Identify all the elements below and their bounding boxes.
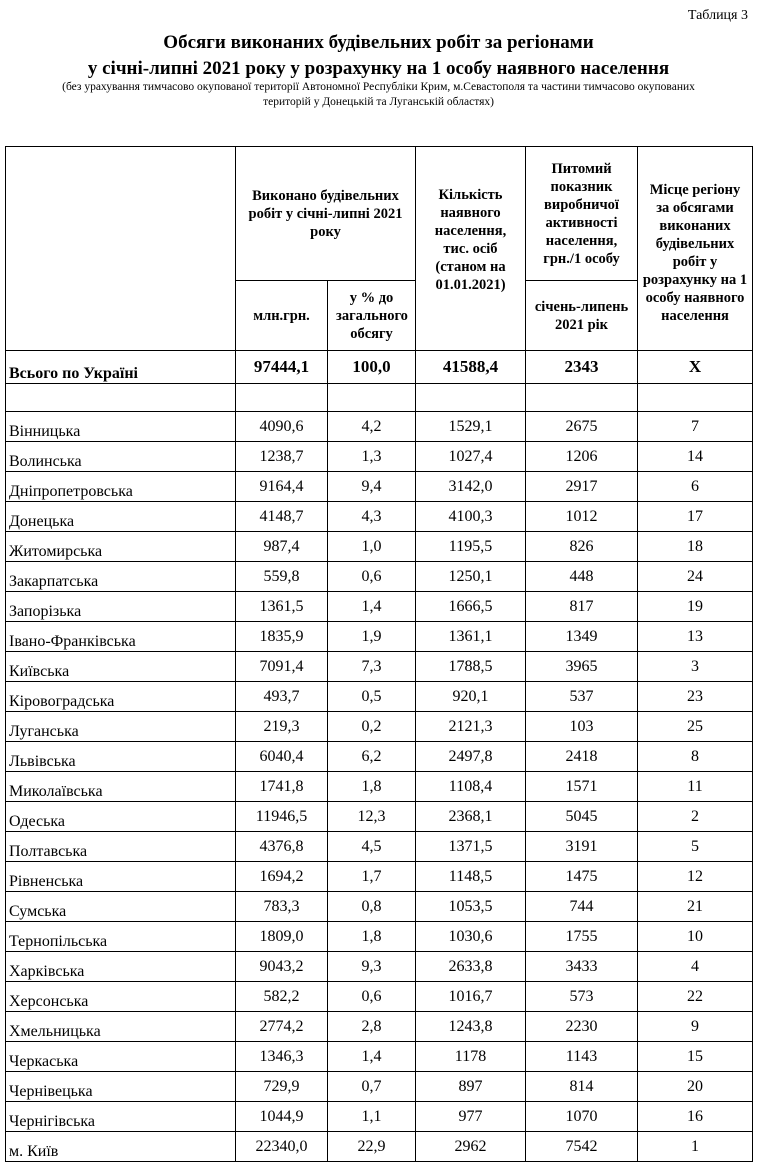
- mln-cell: 1044,9: [236, 1102, 328, 1132]
- table-row: [6, 1072, 753, 1102]
- rank-cell: 20: [638, 1072, 753, 1102]
- specific-cell: 1349: [526, 622, 638, 652]
- table-number-label: Таблиця 3: [687, 8, 748, 23]
- table-row: [6, 802, 753, 832]
- pct-cell: 4,5: [328, 832, 416, 862]
- mln-cell: 1694,2: [236, 862, 328, 892]
- rank-cell: 5: [638, 832, 753, 862]
- mln-cell: 4090,6: [236, 412, 328, 442]
- population-cell: 2633,8: [416, 952, 526, 982]
- region-cell: Харківська: [6, 952, 236, 982]
- pct-cell: 0,5: [328, 682, 416, 712]
- specific-cell: 1475: [526, 862, 638, 892]
- table-row: [6, 652, 753, 682]
- pct-cell: 1,4: [328, 592, 416, 622]
- table-row: [6, 772, 753, 802]
- region-cell: Вінницька: [6, 412, 236, 442]
- rank-cell: 11: [638, 772, 753, 802]
- rank-cell: 9: [638, 1012, 753, 1042]
- mln-cell: 729,9: [236, 1072, 328, 1102]
- table-row: [6, 622, 753, 652]
- population-cell: 3142,0: [416, 472, 526, 502]
- header-rank: Місце регіону за обсягами виконаних будівельних робіт у розрахунку на 1 особу наявного населення: [638, 147, 753, 351]
- specific-cell: 1012: [526, 502, 638, 532]
- population-cell: 1361,1: [416, 622, 526, 652]
- total-population: 41588,4: [416, 351, 526, 384]
- population-cell: 2121,3: [416, 712, 526, 742]
- mln-cell: 22340,0: [236, 1132, 328, 1162]
- population-cell: 1016,7: [416, 982, 526, 1012]
- rank-cell: 1: [638, 1132, 753, 1162]
- mln-cell: 1346,3: [236, 1042, 328, 1072]
- mln-cell: 4148,7: [236, 502, 328, 532]
- table-row: [6, 832, 753, 862]
- total-rank: Х: [638, 351, 753, 384]
- rank-cell: 16: [638, 1102, 753, 1132]
- population-cell: 1243,8: [416, 1012, 526, 1042]
- table-row: [6, 1042, 753, 1072]
- pct-cell: 0,2: [328, 712, 416, 742]
- region-cell: Запорізька: [6, 592, 236, 622]
- mln-cell: 1809,0: [236, 922, 328, 952]
- mln-cell: 9164,4: [236, 472, 328, 502]
- pct-cell: 0,6: [328, 562, 416, 592]
- region-cell: Черкаська: [6, 1042, 236, 1072]
- population-cell: 1053,5: [416, 892, 526, 922]
- mln-cell: 582,2: [236, 982, 328, 1012]
- rank-cell: 10: [638, 922, 753, 952]
- specific-cell: 103: [526, 712, 638, 742]
- rank-cell: 24: [638, 562, 753, 592]
- mln-cell: 6040,4: [236, 742, 328, 772]
- table-row: [6, 412, 753, 442]
- specific-cell: 1755: [526, 922, 638, 952]
- pct-cell: 4,3: [328, 502, 416, 532]
- mln-cell: 1741,8: [236, 772, 328, 802]
- title-line-2: у січні-липні 2021 року у розрахунку на 1 особу наявного населення: [87, 58, 670, 79]
- rank-cell: 23: [638, 682, 753, 712]
- population-cell: 1195,5: [416, 532, 526, 562]
- total-region: Всього по Україні: [6, 351, 236, 384]
- population-cell: 1529,1: [416, 412, 526, 442]
- pct-cell: 1,8: [328, 772, 416, 802]
- table-row: [6, 502, 753, 532]
- population-cell: 1148,5: [416, 862, 526, 892]
- region-cell: Київська: [6, 652, 236, 682]
- population-cell: 977: [416, 1102, 526, 1132]
- mln-cell: 11946,5: [236, 802, 328, 832]
- total-row: [6, 351, 753, 384]
- rank-cell: 3: [638, 652, 753, 682]
- region-cell: Чернігівська: [6, 1102, 236, 1132]
- mln-cell: 783,3: [236, 892, 328, 922]
- table-row: [6, 562, 753, 592]
- table-row: [6, 1102, 753, 1132]
- mln-cell: 559,8: [236, 562, 328, 592]
- region-cell: Волинська: [6, 442, 236, 472]
- table-row: [6, 712, 753, 742]
- rank-cell: 22: [638, 982, 753, 1012]
- spacer-cell: [526, 384, 638, 412]
- population-cell: 1178: [416, 1042, 526, 1072]
- specific-cell: 5045: [526, 802, 638, 832]
- mln-cell: 9043,2: [236, 952, 328, 982]
- population-cell: 920,1: [416, 682, 526, 712]
- rank-cell: 21: [638, 892, 753, 922]
- region-cell: Житомирська: [6, 532, 236, 562]
- pct-cell: 9,4: [328, 472, 416, 502]
- mln-cell: 1835,9: [236, 622, 328, 652]
- title-note: [0, 80, 757, 110]
- population-cell: 2962: [416, 1132, 526, 1162]
- title-line-1: Обсяги виконаних будівельних робіт за регіонами: [163, 32, 594, 53]
- specific-cell: 1070: [526, 1102, 638, 1132]
- spacer-cell: [236, 384, 328, 412]
- rank-cell: 12: [638, 862, 753, 892]
- region-cell: Рівненська: [6, 862, 236, 892]
- region-cell: Сумська: [6, 892, 236, 922]
- region-cell: Херсонська: [6, 982, 236, 1012]
- specific-cell: 814: [526, 1072, 638, 1102]
- rank-cell: 7: [638, 412, 753, 442]
- table-row: [6, 952, 753, 982]
- note-line-2: територій у Донецькій та Луганській областях): [263, 96, 494, 108]
- total-pct: 100,0: [328, 351, 416, 384]
- pct-cell: 1,1: [328, 1102, 416, 1132]
- population-cell: 1027,4: [416, 442, 526, 472]
- region-cell: Донецька: [6, 502, 236, 532]
- population-cell: 1108,4: [416, 772, 526, 802]
- specific-cell: 1206: [526, 442, 638, 472]
- region-cell: Миколаївська: [6, 772, 236, 802]
- population-cell: 1250,1: [416, 562, 526, 592]
- pct-cell: 1,9: [328, 622, 416, 652]
- page-title: [0, 30, 757, 82]
- specific-cell: 1143: [526, 1042, 638, 1072]
- population-cell: 1371,5: [416, 832, 526, 862]
- specific-cell: 537: [526, 682, 638, 712]
- region-cell: Кіровоградська: [6, 682, 236, 712]
- specific-cell: 7542: [526, 1132, 638, 1162]
- mln-cell: 493,7: [236, 682, 328, 712]
- specific-cell: 2418: [526, 742, 638, 772]
- specific-cell: 817: [526, 592, 638, 622]
- pct-cell: 7,3: [328, 652, 416, 682]
- spacer-cell: [638, 384, 753, 412]
- region-cell: Івано-Франківська: [6, 622, 236, 652]
- header-construction: Виконано будівельних робіт у січні-липні 2021 року: [236, 147, 416, 281]
- spacer-cell: [6, 384, 236, 412]
- specific-cell: 1571: [526, 772, 638, 802]
- region-cell: Полтавська: [6, 832, 236, 862]
- pct-cell: 0,6: [328, 982, 416, 1012]
- mln-cell: 219,3: [236, 712, 328, 742]
- table-row: [6, 682, 753, 712]
- pct-cell: 6,2: [328, 742, 416, 772]
- pct-cell: 1,7: [328, 862, 416, 892]
- rank-cell: 17: [638, 502, 753, 532]
- pct-cell: 22,9: [328, 1132, 416, 1162]
- region-cell: м. Київ: [6, 1132, 236, 1162]
- population-cell: 1030,6: [416, 922, 526, 952]
- mln-cell: 1361,5: [236, 592, 328, 622]
- table-body: [6, 351, 753, 1162]
- table-row: [6, 892, 753, 922]
- population-cell: 2368,1: [416, 802, 526, 832]
- rank-cell: 13: [638, 622, 753, 652]
- pct-cell: 4,2: [328, 412, 416, 442]
- region-cell: Луганська: [6, 712, 236, 742]
- mln-cell: 987,4: [236, 532, 328, 562]
- header-region-blank: [6, 147, 236, 351]
- specific-cell: 826: [526, 532, 638, 562]
- pct-cell: 2,8: [328, 1012, 416, 1042]
- pct-cell: 1,3: [328, 442, 416, 472]
- total-specific: 2343: [526, 351, 638, 384]
- rank-cell: 14: [638, 442, 753, 472]
- region-cell: Одеська: [6, 802, 236, 832]
- mln-cell: 1238,7: [236, 442, 328, 472]
- specific-cell: 744: [526, 892, 638, 922]
- pct-cell: 1,4: [328, 1042, 416, 1072]
- specific-cell: 3965: [526, 652, 638, 682]
- specific-cell: 3191: [526, 832, 638, 862]
- header-population: Кількість наявного населення, тис. осіб (станом на 01.01.2021): [416, 147, 526, 351]
- regions-table: [5, 146, 753, 1162]
- table-row: [6, 982, 753, 1012]
- rank-cell: 4: [638, 952, 753, 982]
- specific-cell: 2230: [526, 1012, 638, 1042]
- specific-cell: 2675: [526, 412, 638, 442]
- region-cell: Тернопільська: [6, 922, 236, 952]
- population-cell: 897: [416, 1072, 526, 1102]
- spacer-row: [6, 384, 753, 412]
- header-mln: млн.грн.: [236, 281, 328, 351]
- table-row: [6, 862, 753, 892]
- pct-cell: 0,7: [328, 1072, 416, 1102]
- table-row: [6, 742, 753, 772]
- specific-cell: 448: [526, 562, 638, 592]
- table-row: [6, 922, 753, 952]
- mln-cell: 4376,8: [236, 832, 328, 862]
- population-cell: 1666,5: [416, 592, 526, 622]
- spacer-cell: [416, 384, 526, 412]
- rank-cell: 18: [638, 532, 753, 562]
- rank-cell: 25: [638, 712, 753, 742]
- pct-cell: 1,0: [328, 532, 416, 562]
- total-mln: 97444,1: [236, 351, 328, 384]
- pct-cell: 9,3: [328, 952, 416, 982]
- specific-cell: 3433: [526, 952, 638, 982]
- pct-cell: 1,8: [328, 922, 416, 952]
- header-specific: Питомий показник виробничої активності населення, грн./1 особу: [526, 147, 638, 281]
- rank-cell: 19: [638, 592, 753, 622]
- spacer-cell: [328, 384, 416, 412]
- rank-cell: 6: [638, 472, 753, 502]
- pct-cell: 0,8: [328, 892, 416, 922]
- table-row: [6, 1132, 753, 1162]
- mln-cell: 2774,2: [236, 1012, 328, 1042]
- mln-cell: 7091,4: [236, 652, 328, 682]
- pct-cell: 12,3: [328, 802, 416, 832]
- region-cell: Дніпропетровська: [6, 472, 236, 502]
- specific-cell: 2917: [526, 472, 638, 502]
- header-period: січень-липень 2021 рік: [526, 281, 638, 351]
- rank-cell: 8: [638, 742, 753, 772]
- table-row: [6, 532, 753, 562]
- specific-cell: 573: [526, 982, 638, 1012]
- table-row: [6, 472, 753, 502]
- rank-cell: 2: [638, 802, 753, 832]
- rank-cell: 15: [638, 1042, 753, 1072]
- population-cell: 4100,3: [416, 502, 526, 532]
- population-cell: 2497,8: [416, 742, 526, 772]
- table-row: [6, 592, 753, 622]
- note-line-1: (без урахування тимчасово окупованої території Автономної Республіки Крим, м.Севастополя та частини тимчасово окупованих: [62, 81, 695, 93]
- region-cell: Закарпатська: [6, 562, 236, 592]
- region-cell: Хмельницька: [6, 1012, 236, 1042]
- table-row: [6, 1012, 753, 1042]
- table-row: [6, 442, 753, 472]
- header-pct: у % до загального обсягу: [328, 281, 416, 351]
- region-cell: Львівська: [6, 742, 236, 772]
- region-cell: Чернівецька: [6, 1072, 236, 1102]
- population-cell: 1788,5: [416, 652, 526, 682]
